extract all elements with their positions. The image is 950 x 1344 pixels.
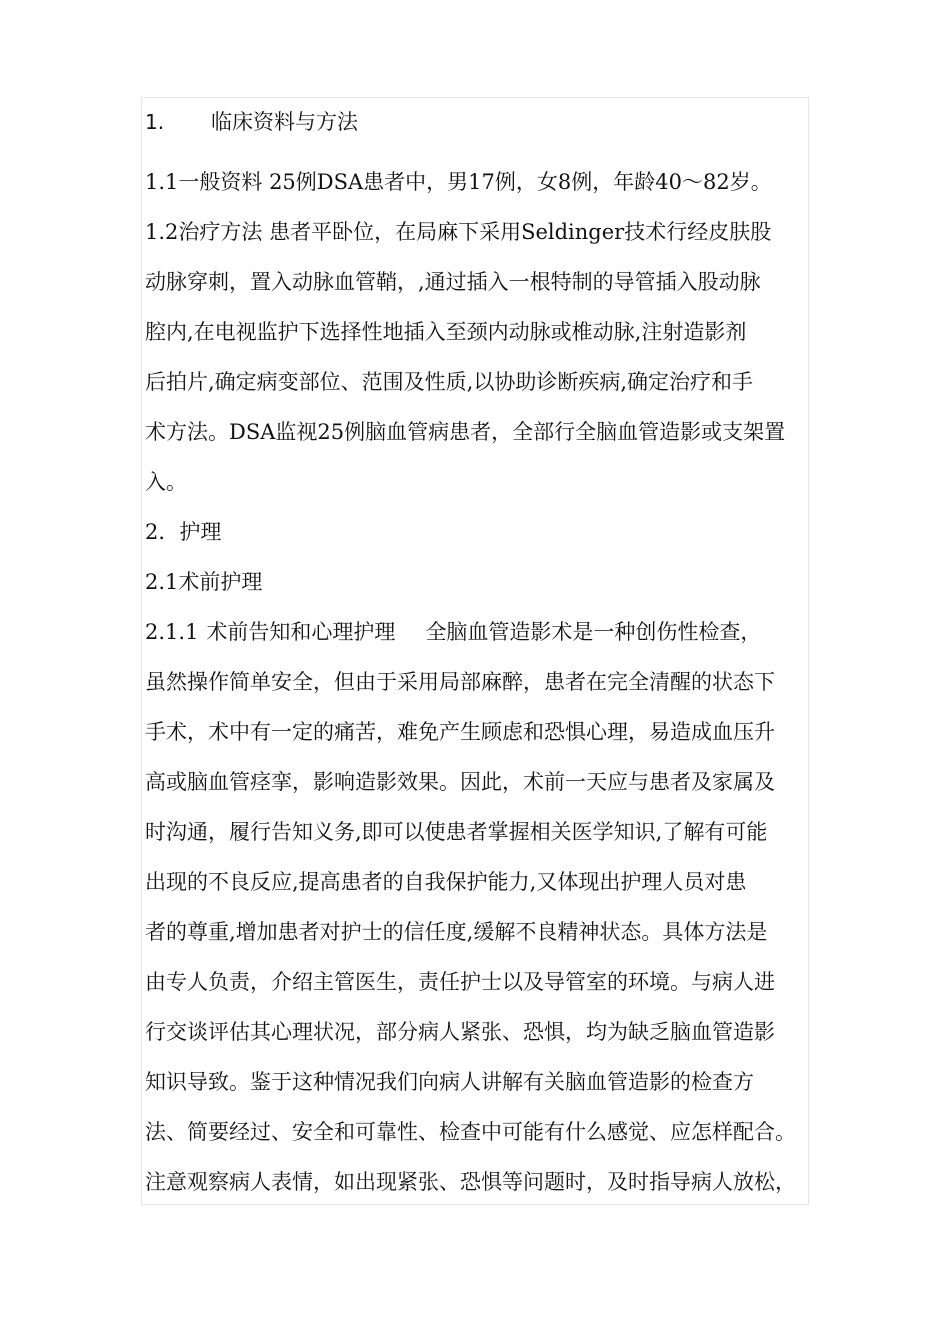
paragraph-text: 全脑血管造影术是一种创伤性检查， [425,620,762,644]
paragraph-line: 1.2治疗方法 患者平卧位，在局麻下采用Seldinger技术行经皮肤股 [145,220,772,244]
paragraph-line: 入。 [145,470,187,494]
paragraph-line: 手术，术中有一定的痛苦，难免产生顾虑和恐惧心理，易造成血压升 [145,720,775,744]
section-number: 1. [145,110,165,134]
subsection-title: 术前告知和心理护理 [206,620,396,644]
paragraph-line: 法、简要经过、安全和可靠性、检查中可能有什么感觉、应怎样配合。 [145,1120,796,1144]
paragraph-line: 出现的不良反应,提高患者的自我保护能力,又体现出护理人员对患 [145,870,747,894]
paragraph-line: 者的尊重,增加患者对护士的信任度,缓解不良精神状态。具体方法是 [145,920,768,944]
paragraph-line: 虽然操作简单安全，但由于采用局部麻醉，患者在完全清醒的状态下 [145,670,775,694]
section-title: 临床资料与方法 [211,110,358,134]
document-body [145,100,817,1207]
section-heading-2: 2．护理 [145,520,222,544]
subsection-heading-2-1-1 [145,607,817,657]
paragraph-line: 注意观察病人表情，如出现紧张、恐惧等问题时，及时指导病人放松， [145,1170,796,1194]
section-heading-1 [145,100,817,144]
paragraph-line: 行交谈评估其心理状况，部分病人紧张、恐惧，均为缺乏脑血管造影 [145,1020,775,1044]
subsection-heading-2-1: 2.1术前护理 [145,570,263,594]
paragraph-line: 后拍片,确定病变部位、范围及性质,以协助诊断疾病,确定治疗和手 [145,370,754,394]
subsection-number: 2.1.1 [145,620,199,644]
paragraph-line: 时沟通，履行告知义务,即可以使患者掌握相关医学知识,了解有可能 [145,820,768,844]
paragraph-line: 知识导致。鉴于这种情况我们向病人讲解有关脑血管造影的检查方 [145,1070,754,1094]
paragraph-line: 动脉穿刺，置入动脉血管鞘，,通过插入一根特制的导管插入股动脉 [145,270,761,294]
paragraph-line: 高或脑血管痉挛，影响造影效果。因此，术前一天应与患者及家属及 [145,770,775,794]
paragraph-line: 1.1一般资料 25例DSA患者中，男17例，女8例，年龄40～82岁。 [145,170,772,194]
paragraph-line: 术方法。DSA监视25例脑血管病患者，全部行全脑血管造影或支架置 [145,420,786,444]
paragraph-line: 由专人负责，介绍主管医生，责任护士以及导管室的环境。与病人进 [145,970,775,994]
paragraph-line: 腔内,在电视监护下选择性地插入至颈内动脉或椎动脉,注射造影剂 [145,320,747,344]
